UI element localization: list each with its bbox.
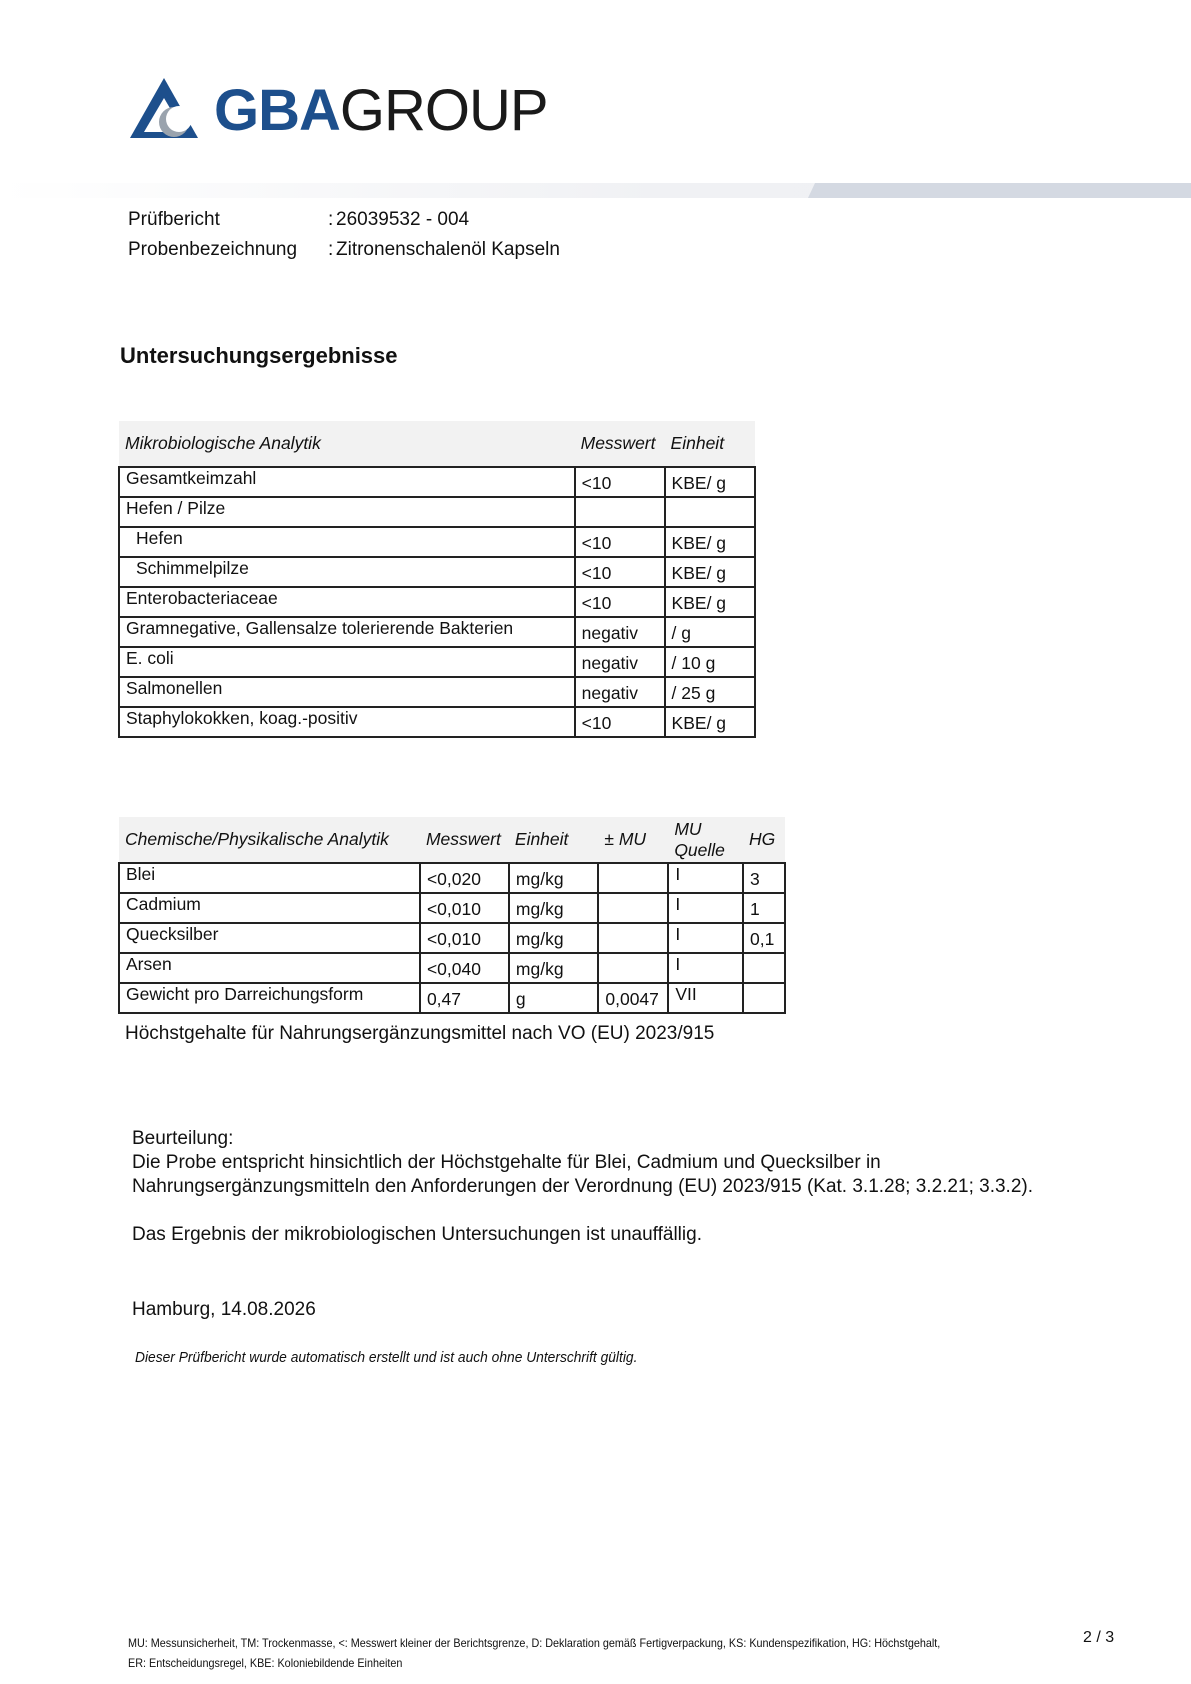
max-levels-footnote: Höchstgehalte für Nahrungsergänzungsmittel nach VO (EU) 2023/915 [125,1023,715,1044]
section-title: Untersuchungsergebnisse [120,343,398,368]
mu-source: I [668,923,743,953]
header-divider-band [0,183,1191,198]
table-header-row [119,817,785,863]
measured-value: <0,010 [420,893,509,923]
analyte-name: E. coli [119,647,575,677]
analyte-name: Gewicht pro Darreichungsform [119,983,420,1013]
measured-value: <10 [575,707,665,737]
measured-value [575,497,665,527]
report-number-value: 26039532 - 004 [336,209,470,230]
column-header-hg: HG [743,817,785,863]
sample-name-row [128,239,560,261]
assessment-line-3: Das Ergebnis der mikrobiologischen Untersuchungen ist unauffällig. [132,1224,702,1245]
unit: mg/kg [509,953,598,983]
max-level [743,983,785,1013]
unit: KBE/ g [665,557,755,587]
table-row [119,677,755,707]
analyte-name: Salmonellen [119,677,575,707]
sample-name-value: Zitronenschalenöl Kapseln [336,239,560,260]
measured-value: <10 [575,587,665,617]
max-level: 1 [743,893,785,923]
column-header-mu: ± MU [598,817,668,863]
measured-value: <0,040 [420,953,509,983]
mu-source-header-line1: MU [674,818,702,839]
table-row [119,707,755,737]
measured-value: <10 [575,467,665,497]
disclaimer-note: Dieser Prüfbericht wurde automatisch erstellt und ist auch ohne Unterschrift gültig. [135,1349,638,1366]
unit: mg/kg [509,863,598,893]
analyte-name: Gesamtkeimzahl [119,467,575,497]
analyte-name: Enterobacteriaceae [119,587,575,617]
mu-source: I [668,953,743,983]
unit: mg/kg [509,923,598,953]
mu-source: I [668,893,743,923]
column-header-value: Messwert [575,421,665,467]
unit: KBE/ g [665,527,755,557]
table-header-row [119,421,755,467]
mu-source: VII [668,983,743,1013]
abbreviation-legend-line-1: MU: Messunsicherheit, TM: Trockenmasse, <: Messwert kleiner der Berichtsgrenze, D: Deklaration gemäß Fertigverpackung, KS: Kundenspezifikation, HG: Höchstgehalt, [128,1636,941,1650]
page-number: 2 / 3 [1083,1629,1115,1646]
table-row [119,617,755,647]
table-row [119,983,785,1013]
analyte-name: Blei [119,863,420,893]
mu-source-header-line2: Quelle [674,839,725,860]
table-row [119,527,755,557]
report-number-label: Prüfbericht [128,209,220,230]
measured-value: negativ [575,647,665,677]
logo-wordmark: GBAGROUP [214,78,548,143]
column-header-analysis: Mikrobiologische Analytik [119,421,575,467]
table-row [119,923,785,953]
analyte-name: Schimmelpilze [119,557,575,587]
table-row [119,647,755,677]
measured-value: negativ [575,677,665,707]
unit: / 10 g [665,647,755,677]
measurement-uncertainty [598,923,668,953]
unit: / 25 g [665,677,755,707]
column-header-analysis: Chemische/Physikalische Analytik [119,817,420,863]
table-row [119,467,755,497]
mu-source: I [668,863,743,893]
analyte-name: Cadmium [119,893,420,923]
column-header-unit: Einheit [509,817,598,863]
assessment-line-2: Nahrungsergänzungsmitteln den Anforderungen der Verordnung (EU) 2023/915 (Kat. 3.1.28; 3.2.21; 3.3.2). [132,1176,1033,1197]
table-row [119,497,755,527]
sample-name-separator: : [328,239,334,260]
unit: mg/kg [509,893,598,923]
measured-value: <0,010 [420,923,509,953]
unit: KBE/ g [665,467,755,497]
measured-value: <0,020 [420,863,509,893]
abbreviation-legend-line-2: ER: Entscheidungsregel, KBE: Koloniebildende Einheiten [128,1656,403,1670]
unit: KBE/ g [665,707,755,737]
measurement-uncertainty: 0,0047 [598,983,668,1013]
measurement-uncertainty [598,893,668,923]
table-row [119,863,785,893]
measurement-uncertainty [598,953,668,983]
unit [665,497,755,527]
assessment-label: Beurteilung: [132,1128,234,1149]
measurement-uncertainty [598,863,668,893]
max-level: 3 [743,863,785,893]
column-header-unit: Einheit [665,421,755,467]
table-row [119,953,785,983]
sample-name-label: Probenbezeichnung [128,239,298,260]
report-number-row [128,209,469,231]
measured-value: <10 [575,527,665,557]
measured-value: negativ [575,617,665,647]
column-header-mu-source [668,817,743,863]
max-level: 0,1 [743,923,785,953]
analyte-name: Staphylokokken, koag.-positiv [119,707,575,737]
assessment-line-1: Die Probe entspricht hinsichtlich der Höchstgehalte für Blei, Cadmium und Quecksilber in [132,1152,881,1173]
report-number-separator: : [328,209,334,230]
unit: / g [665,617,755,647]
unit: g [509,983,598,1013]
chemical-results-table [118,817,786,1014]
analyte-name: Hefen / Pilze [119,497,575,527]
unit: KBE/ g [665,587,755,617]
max-level [743,953,785,983]
logo-mark-icon [130,78,210,140]
analyte-name: Quecksilber [119,923,420,953]
company-logo [130,76,560,146]
column-header-value: Messwert [420,817,509,863]
place-and-date: Hamburg, 14.08.2026 [132,1299,316,1320]
table-row [119,587,755,617]
table-row [119,557,755,587]
analyte-name: Gramnegative, Gallensalze tolerierende Bakterien [119,617,575,647]
measured-value: <10 [575,557,665,587]
table-row [119,893,785,923]
analyte-name: Hefen [119,527,575,557]
measured-value: 0,47 [420,983,509,1013]
analyte-name: Arsen [119,953,420,983]
microbiology-results-table [118,421,756,738]
